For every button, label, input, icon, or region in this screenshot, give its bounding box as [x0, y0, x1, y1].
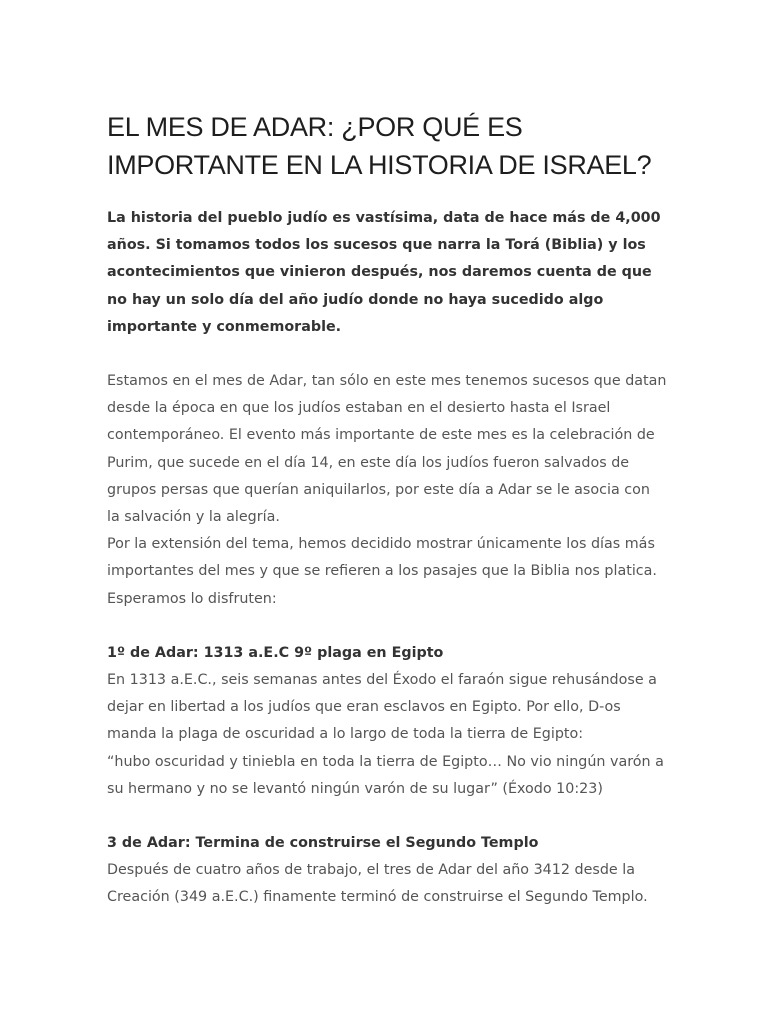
intro-paragraph: Estamos en el mes de Adar, tan sólo en este mes tenemos sucesos que datan desde la época en que los judíos estaban en el desierto hasta el Israel contemporáneo. El evento más importante de este mes es la celebración de Purim, que sucede en el día 14, en este día los judíos fueron salvados de grupos persas que querían aniquilarlos, por este día a Adar se le asocia con la salvación y la alegría.: [107, 373, 667, 526]
lede-paragraph: La historia del pueblo judío es vastísima, data de hace más de 4,000 años. Si tomamos todos los sucesos que narra la Torá (Biblia) y los acontecimientos que vinieron después, nos daremos cuenta de que no hay un solo día del año judío donde no haya sucedido algo importante y conmemorable.: [107, 210, 661, 335]
page-title: [107, 108, 667, 184]
section-heading: 3 de Adar: Termina de construirse el Segundo Templo: [107, 835, 539, 852]
spacer: [107, 803, 667, 830]
section-quote: “hubo oscuridad y tiniebla en toda la tierra de Egipto… No vio ningún varón a su hermano y no se levantó ningún varón de su lugar” (Éxodo 10:23): [107, 753, 664, 797]
article: [107, 108, 667, 912]
section-body: Después de cuatro años de trabajo, el tres de Adar del año 3412 desde la Creación (349 a.E.C.) finamente terminó de construirse el Segundo Templo.: [107, 862, 648, 906]
section-heading: 1º de Adar: 1313 a.E.C 9º plaga en Egipto: [107, 644, 444, 661]
page-title-line-2: IMPORTANTE EN LA HISTORIA DE ISRAEL?: [107, 150, 652, 180]
spacer: [107, 613, 667, 640]
intro-paragraph-2: Por la extensión del tema, hemos decidido mostrar únicamente los días más importantes del mes y que se refieren a los pasajes que la Biblia nos platica. Esperamos lo disfruten:: [107, 536, 657, 607]
section-body: En 1313 a.E.C., seis semanas antes del Éxodo el faraón sigue rehusándose a dejar en libertad a los judíos que eran esclavos en Egipto. Por ello, D-os manda la plaga de oscuridad a lo largo de toda la tierra de Egipto:: [107, 672, 657, 743]
page-title-line-1: EL MES DE ADAR: ¿POR QUÉ ES: [107, 112, 523, 142]
